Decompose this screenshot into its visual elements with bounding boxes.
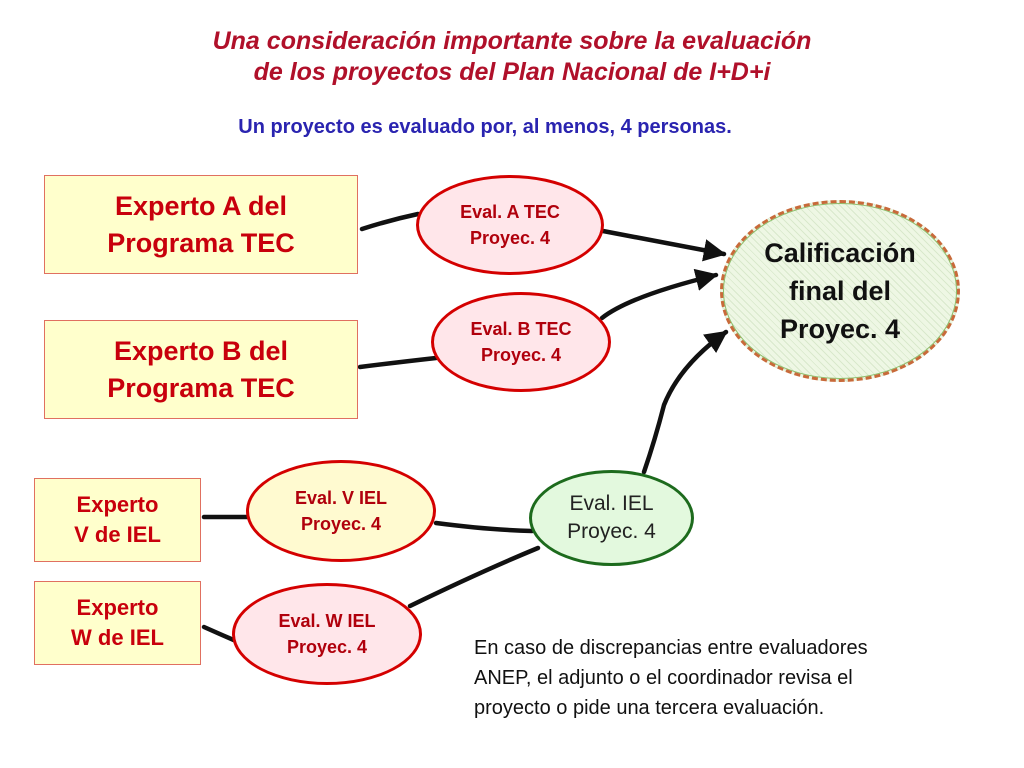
final-grade-line-2: final del <box>788 276 891 306</box>
expert-b-line-2: Programa TEC <box>107 372 295 403</box>
eval-iel-line-1: Eval. IEL <box>569 492 654 515</box>
final-grade-line-3: Proyec. 4 <box>779 314 901 344</box>
expert-b-box <box>44 320 358 419</box>
note-line-1: En caso de discrepancias entre evaluadores <box>474 637 868 659</box>
expert-w-line-1: Experto <box>76 595 159 620</box>
expert-v-box <box>34 478 201 562</box>
slide-subtitle: Un proyecto es evaluado por, al menos, 4 personas. <box>238 116 732 138</box>
expert-a-box <box>44 175 358 274</box>
final-grade-line-1: Calificación <box>764 238 916 268</box>
eval-w-iel-line-1: Eval. W IEL <box>278 611 376 631</box>
expert-w-box <box>34 581 201 665</box>
discrepancy-note <box>474 633 1004 723</box>
expert-b-line-1: Experto B del <box>113 335 289 366</box>
expert-v-line-2: V de IEL <box>74 522 161 547</box>
connector-eval-w-to-eval-iel <box>410 548 538 606</box>
eval-b-tec-line-2: Proyec. 4 <box>480 345 562 365</box>
note-line-2: ANEP, el adjunto o el coordinador revisa el <box>474 667 853 689</box>
connector-expert-b-to-eval-b <box>360 358 436 367</box>
expert-v-line-1: Experto <box>76 492 159 517</box>
title-line-2: de los proyectos del Plan Nacional de I+D+i <box>253 58 771 86</box>
eval-b-tec-node <box>431 292 611 392</box>
title-line-1: Una consideración importante sobre la evaluación <box>212 27 812 55</box>
eval-iel-line-2: Proyec. 4 <box>567 520 656 543</box>
connector-expert-a-to-eval-a <box>362 214 418 229</box>
eval-v-iel-node <box>246 460 436 562</box>
expert-w-line-2: W de IEL <box>71 625 164 650</box>
note-line-3: proyecto o pide una tercera evaluación. <box>474 697 825 719</box>
eval-w-iel-node <box>232 583 422 685</box>
eval-a-tec-line-2: Proyec. 4 <box>469 228 551 248</box>
eval-b-tec-line-1: Eval. B TEC <box>470 319 572 339</box>
connector-eval-v-to-eval-iel <box>436 523 532 531</box>
eval-a-tec-node <box>416 175 604 275</box>
eval-v-iel-line-2: Proyec. 4 <box>300 514 382 534</box>
expert-a-line-1: Experto A del <box>114 190 288 221</box>
connector-eval-b-to-final <box>602 275 716 318</box>
connector-eval-a-to-final <box>603 231 724 254</box>
final-grade-node <box>720 200 960 382</box>
eval-iel-node <box>529 470 694 566</box>
eval-a-tec-line-1: Eval. A TEC <box>460 202 560 222</box>
eval-v-iel-line-1: Eval. V IEL <box>294 488 388 508</box>
eval-w-iel-line-2: Proyec. 4 <box>286 637 368 657</box>
connector-eval-iel-to-final <box>644 332 726 472</box>
expert-a-line-2: Programa TEC <box>107 227 295 258</box>
